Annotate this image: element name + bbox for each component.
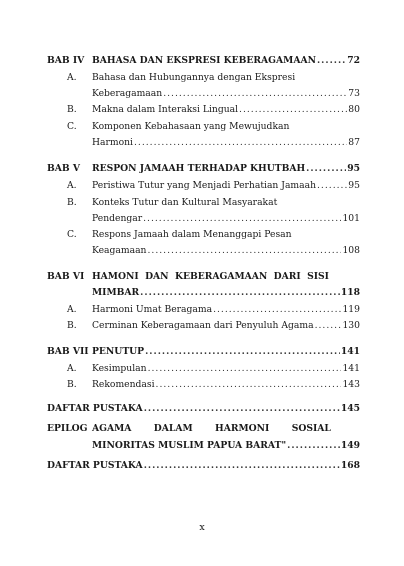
page-number: 130 [342,320,360,331]
section-title-cont: Keberagamaan [92,88,163,99]
section-letter: A. [67,72,77,83]
page-number: 143 [342,379,360,390]
leader-dots [317,180,347,192]
section-title: Cerminan Keberagamaan dari Penyuluh Agama [92,320,314,331]
page-number: 141 [342,363,360,374]
leader-dots [317,55,346,67]
page-number: 119 [342,304,360,315]
chapter-label: BAB VII [47,346,89,357]
section-title: Respons Jamaah dalam Menanggapi Pesan [92,229,292,240]
page-number: 149 [340,440,360,451]
section-title: Makna dalam Interaksi Lingual [92,104,239,115]
section-letter: A. [67,180,77,191]
chapter-title: HAMONI DAN KEBERAGAMAAN DARI SISI [92,271,329,282]
entry-title: DAFTAR PUSTAKA [47,460,143,471]
section-letter: B. [67,197,77,208]
section-title: Rekomendasi [92,379,155,390]
section-title: Konteks Tutur dan Kultural Masyarakat [92,197,278,208]
page-number: 145 [340,403,360,414]
page-number: 80 [348,104,360,115]
section-letter: A. [67,363,77,374]
leader-dots [140,287,340,299]
page-number: 101 [342,213,360,224]
leader-dots [287,440,340,452]
entry-title-cont: MINORITAS MUSLIM PAPUA BARAT" [92,440,287,451]
page-number: 73 [348,88,360,99]
section-title: Bahasa dan Hubungannya dengan Ekspresi [92,72,296,83]
leader-dots [163,88,347,100]
chapter-title: PENUTUP [92,346,145,357]
section-title: Komponen Kebahasaan yang Mewujudkan [92,121,290,132]
leader-dots [144,460,340,472]
leader-dots [144,403,340,415]
section-letter: B. [67,320,77,331]
entry-title: AGAMA DALAM HARMONI SOSIAL [92,423,331,434]
page-number: 95 [347,163,360,174]
section-title-cont: Keagamaan [92,245,147,256]
chapter-label: BAB V [47,163,80,174]
page-number: 141 [340,346,360,357]
chapter-title: BAHASA DAN EKSPRESI KEBERAGAMAAN [92,55,316,66]
section-title-cont: Harmoni [92,137,133,148]
leader-dots [148,363,342,375]
chapter-title-cont: MIMBAR [92,287,140,298]
section-letter: C. [67,121,77,132]
entry-label: EPILOG [47,423,88,434]
leader-dots [306,163,346,175]
leader-dots [239,104,347,116]
chapter-title: RESPON JAMAAH TERHADAP KHUTBAH [92,163,306,174]
page-footer-number: x [199,522,205,533]
leader-dots [134,137,347,149]
page-number: 87 [348,137,360,148]
page-number: 95 [348,180,360,191]
section-title: Harmoni Umat Beragama [92,304,213,315]
section-letter: B. [67,104,77,115]
entry-title: DAFTAR PUSTAKA [47,403,143,414]
page-number: 168 [340,460,360,471]
section-letter: C. [67,229,77,240]
leader-dots [143,213,341,225]
section-letter: B. [67,379,77,390]
leader-dots [145,346,340,358]
chapter-label: BAB IV [47,55,85,66]
leader-dots [213,304,341,316]
leader-dots [156,379,342,391]
page-number: 118 [340,287,360,298]
section-title: Kesimpulan [92,363,147,374]
page-number: 72 [347,55,360,66]
page-number: 108 [342,245,360,256]
leader-dots [315,320,342,332]
chapter-label: BAB VI [47,271,85,282]
section-letter: A. [67,304,77,315]
section-title-cont: Pendengar [92,213,143,224]
leader-dots [147,245,341,257]
section-title: Peristiwa Tutur yang Menjadi Perhatian Jamaah [92,180,317,191]
